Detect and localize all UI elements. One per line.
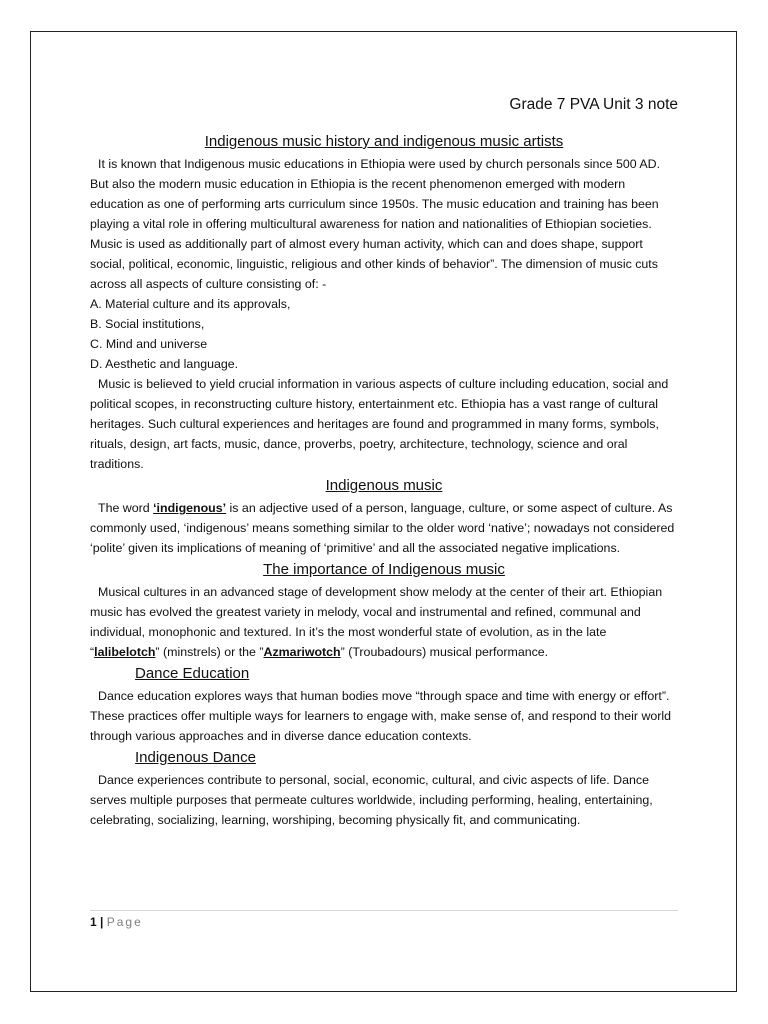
- azmariwotch-term: Azmariwotch: [263, 645, 341, 659]
- page-label: Page: [106, 915, 143, 929]
- definition-lead: The word: [98, 501, 150, 515]
- list-item-a: A. Material culture and its approvals,: [90, 297, 291, 311]
- page-separator: |: [100, 915, 104, 929]
- indigenous-definition-paragraph: [90, 498, 678, 558]
- importance-text-1: Musical cultures in an advanced stage of development show melody at the center of their art. Ethiopian music has evolved the greatest variety in melody, vocal and instrumental and refined, communal and individual, monophonic and textured. In it’s the most wonderful state of evolution, as in the late “: [90, 585, 663, 659]
- document-body: [90, 93, 678, 830]
- indigenous-music-heading: Indigenous music: [325, 477, 443, 494]
- definition-rest: is an adjective used of a person, language, culture, or some aspect of culture. As commonly used, ‘indigenous’ means something similar to the older word ‘native’; nowadays not considered ‘polite’ given its implications of meaning of ‘primitive’ and all the associated negative implications.: [90, 501, 675, 555]
- page-number: 1: [90, 915, 97, 929]
- culture-paragraph: Music is believed to yield crucial information in various aspects of culture including education, social and political scopes, in reconstructing culture history, entertainment etc. Ethiopia has a vast range of cultural heritages. Such cultural experiences and heritages are found and programmed in many forms, symbols, rituals, design, art facts, music, dance, proverbs, poetry, architecture, technology, science and oral traditions.: [90, 377, 669, 471]
- indigenous-term: ‘indigenous’: [153, 501, 227, 515]
- document-title: Indigenous music history and indigenous music artists: [204, 133, 564, 150]
- importance-text-2: ” (minstrels) or the ”: [155, 645, 264, 659]
- importance-heading: The importance of Indigenous music: [263, 561, 505, 578]
- importance-text-3: ” (Troubadours) musical performance.: [340, 645, 549, 659]
- page-footer: [90, 910, 678, 931]
- indigenous-dance-heading: Indigenous Dance: [135, 749, 256, 766]
- list-item-b: B. Social institutions,: [90, 317, 205, 331]
- importance-paragraph: [90, 582, 678, 662]
- list-item-d: D. Aesthetic and language.: [90, 357, 239, 371]
- dance-education-paragraph: Dance education explores ways that human bodies move “through space and time with energy or effort”. These practices offer multiple ways for learners to engage with, make sense of, and respond to their world through various approaches and in diverse dance education contexts.: [90, 689, 672, 743]
- dance-education-heading: Dance Education: [135, 665, 250, 682]
- intro-paragraph: It is known that Indigenous music educations in Ethiopia were used by church personals since 500 AD. But also the modern music education in Ethiopia is the recent phenomenon emerged with modern education as one of performing arts curriculum since 1950s. The music education and training has been playing a vital role in offering multicultural awareness for nation and nationalities of Ethiopian societies. Music is used as additionally part of almost every human activity, which can and does shape, support social, political, economic, linguistic, religious and other kinds of behavior”. The dimension of music cuts across all aspects of culture consisting of: -: [90, 157, 661, 291]
- indigenous-dance-paragraph: Dance experiences contribute to personal, social, economic, cultural, and civic aspects of life. Dance serves multiple purposes that permeate cultures worldwide, including performing, healing, entertaining, celebrating, socializing, learning, worshiping, becoming physically fit, and communicating.: [90, 773, 653, 827]
- lalibelotch-term: lalibelotch: [94, 645, 156, 659]
- unit-note-header: Grade 7 PVA Unit 3 note: [509, 96, 678, 113]
- list-item-c: C. Mind and universe: [90, 337, 208, 351]
